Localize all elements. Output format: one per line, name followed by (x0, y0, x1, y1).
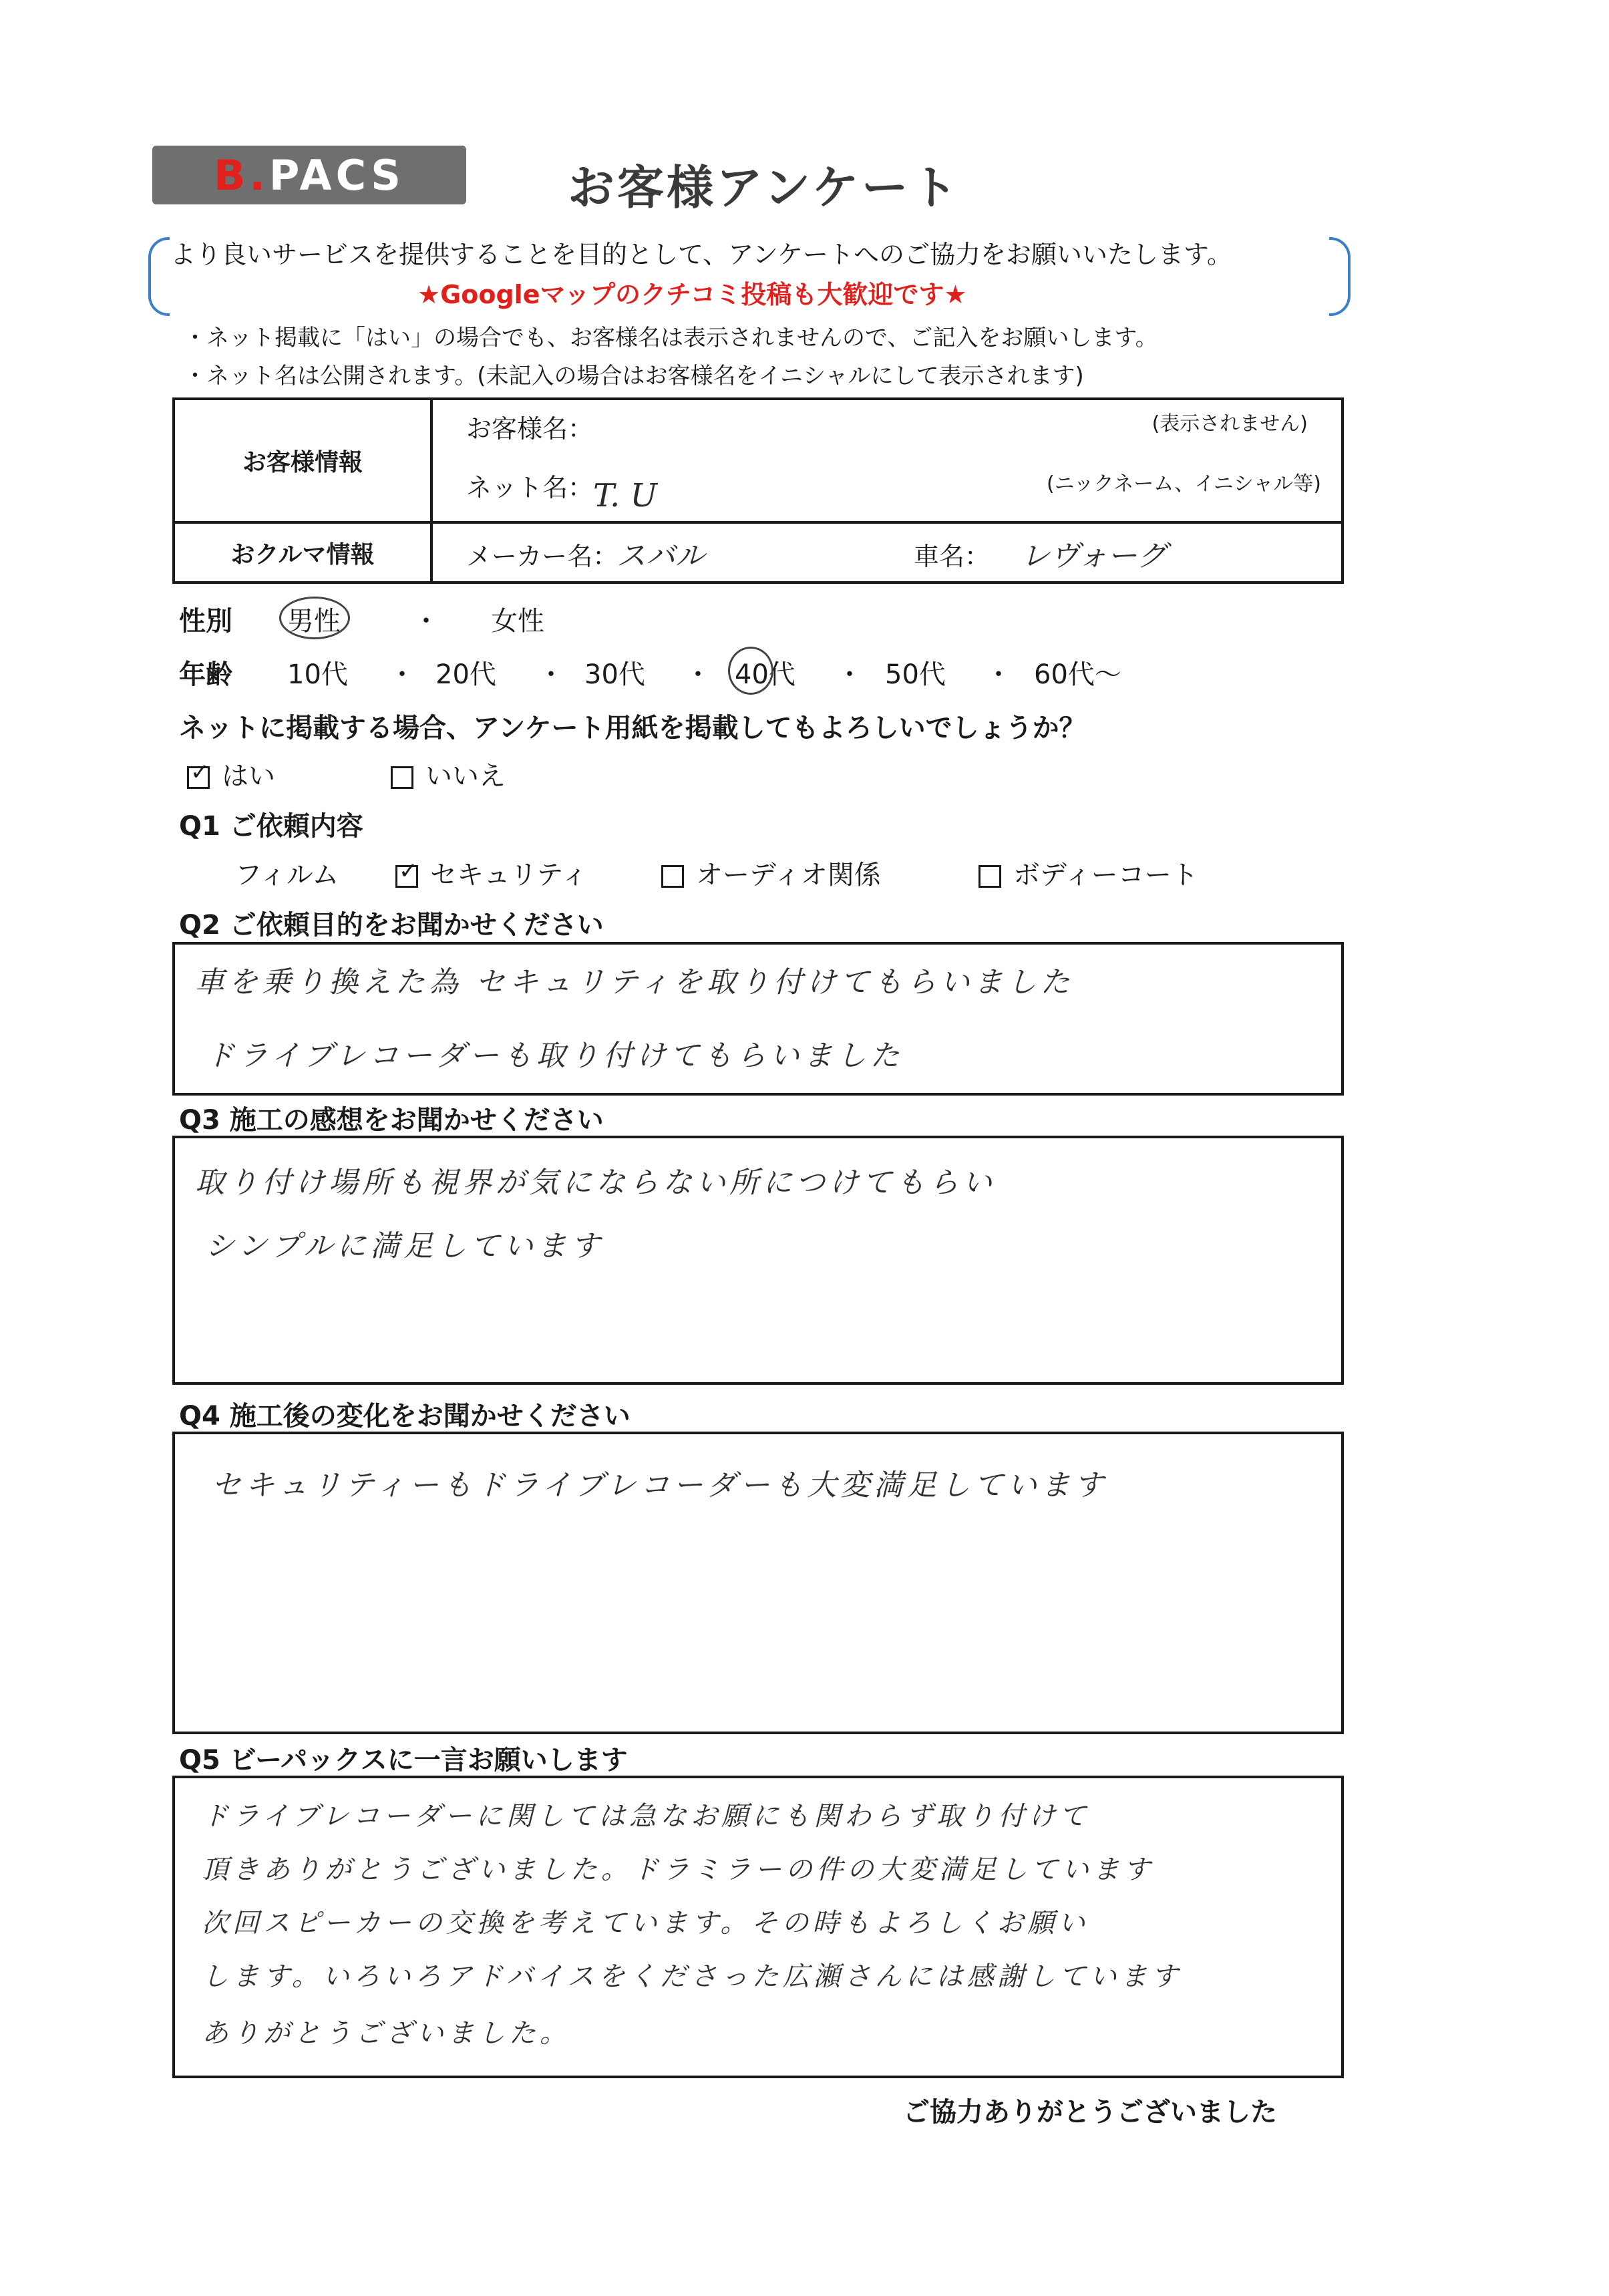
check-mark-icon: ✓ (399, 858, 418, 884)
audio-checkbox[interactable] (661, 865, 684, 888)
q5-label: Q5 ビーパックスに一言お願いします (179, 1745, 628, 1776)
q5-answer-line: 次回スピーカーの交換を考えています。その時もよろしくお願い (202, 1908, 1089, 1939)
car-info-heading: おクルマ情報 (174, 522, 431, 583)
q2-answer-line: 車を乗り換えた為 セキュリティを取り付けてもらいました (195, 965, 1074, 999)
customer-info-cell (431, 399, 1343, 522)
q5-answer-line: ありがとうございました。 (202, 2018, 570, 2049)
age-sep: ・ (538, 659, 564, 690)
maker-value[interactable]: スバル (616, 539, 705, 573)
q1-option-audio[interactable] (661, 854, 881, 892)
age-label: 年齢 (179, 659, 232, 690)
age-50s[interactable]: 50代 (885, 659, 946, 690)
customer-name-note: (表示されません) (1151, 412, 1308, 436)
audio-label: オーディオ関係 (696, 860, 881, 890)
note-line-2: ・ネット名は公開されます。(未記入の場合はお客様名をイニシャルにして表示されます) (184, 363, 1084, 389)
age-40s[interactable]: 40代 (735, 659, 795, 690)
q1-label: Q1 ご依頼内容 (179, 811, 363, 842)
maker-label: メーカー名： (466, 542, 618, 571)
footer-thanks: ご協力ありがとうございました (903, 2097, 1277, 2128)
permission-no[interactable] (391, 755, 506, 793)
q3-answer-line: 取り付け場所も視界が気にならない所につけてもらい (195, 1166, 997, 1200)
permission-yes[interactable] (187, 755, 275, 793)
info-table (172, 397, 1344, 584)
yes-checkbox[interactable] (187, 759, 210, 789)
q3-answer-box[interactable] (172, 1136, 1344, 1385)
no-checkbox[interactable] (391, 766, 413, 789)
customer-name-label: お客様名： (466, 414, 594, 444)
age-10s[interactable]: 10代 (287, 659, 348, 690)
model-label: 車名： (914, 542, 991, 571)
q5-answer-line: します。いろいろアドバイスをくださった広瀬さんには感謝しています (202, 1961, 1182, 1992)
q2-label: Q2 ご依頼目的をお聞かせください (179, 910, 604, 941)
age-20s[interactable]: 20代 (435, 659, 496, 690)
q2-answer-line: ドライブレコーダーも取り付けてもらいました (205, 1039, 904, 1073)
q3-label: Q3 施工の感想をお聞かせください (179, 1105, 604, 1136)
q5-answer-box[interactable] (172, 1776, 1344, 2078)
bodycoat-checkbox[interactable] (978, 865, 1001, 888)
gender-separator: ・ (413, 606, 439, 637)
security-checkbox[interactable] (395, 858, 418, 888)
q1-option-security[interactable] (395, 854, 588, 892)
q5-answer-line: ドライブレコーダーに関しては急なお願にも関わらず取り付けて (202, 1801, 1090, 1832)
net-name-label: ネット名： (466, 473, 594, 502)
gender-male[interactable]: 男性 (287, 606, 341, 637)
age-sep: ・ (836, 659, 863, 690)
security-label: セキュリティ (430, 860, 588, 890)
q4-label: Q4 施工後の変化をお聞かせください (179, 1401, 631, 1432)
model-value[interactable]: レヴォーグ (1021, 539, 1167, 573)
gender-female[interactable]: 女性 (491, 606, 544, 637)
age-30s[interactable]: 30代 (584, 659, 645, 690)
q3-answer-line: シンプルに満足しています (205, 1229, 604, 1263)
google-review-note: ★Googleマップのクチコミ投稿も大歓迎です★ (417, 280, 967, 309)
q4-answer-line: セキュリティーもドライブレコーダーも大変満足しています (212, 1468, 1108, 1502)
yes-label: はい (222, 761, 275, 792)
net-name-value[interactable]: T. U (593, 477, 657, 514)
gender-selected-circle (279, 597, 350, 639)
q2-answer-box[interactable] (172, 942, 1344, 1096)
right-bracket (1329, 237, 1351, 316)
permission-question: ネットに掲載する場合、アンケート用紙を掲載してもよろしいでしょうか？ (179, 713, 1086, 744)
bpacs-logo (152, 146, 466, 204)
check-mark-icon: ✓ (190, 759, 210, 786)
bodycoat-label: ボディーコート (1013, 860, 1198, 890)
logo-text: B.PACS (214, 150, 405, 200)
q1-option-film[interactable]: フィルム (235, 860, 339, 890)
page-title: お客様アンケート (568, 160, 960, 215)
q5-answer-line: 頂きありがとうございました。ドラミラーの件の大変満足しています (202, 1854, 1154, 1885)
left-bracket (148, 237, 170, 316)
age-sep: ・ (685, 659, 711, 690)
note-line-1: ・ネット掲載に「はい」の場合でも、お客様名は表示されませんので、ご記入をお願いします。 (184, 325, 1158, 351)
age-sep: ・ (985, 659, 1012, 690)
gender-label: 性別 (179, 606, 232, 637)
net-name-note: (ニックネーム、イニシャル等) (1046, 472, 1321, 496)
customer-info-heading: お客様情報 (174, 399, 431, 522)
intro-text: より良いサービスを提供することを目的として、アンケートへのご協力をお願いいたします。 (170, 240, 1232, 269)
no-label: いいえ (425, 761, 506, 792)
q1-option-bodycoat[interactable] (978, 854, 1198, 892)
age-60s-plus[interactable]: 60代～ (1034, 659, 1121, 690)
car-info-cell (431, 522, 1343, 583)
q4-answer-box[interactable] (172, 1432, 1344, 1734)
age-selected-circle (728, 647, 773, 695)
age-sep: ・ (389, 659, 415, 690)
